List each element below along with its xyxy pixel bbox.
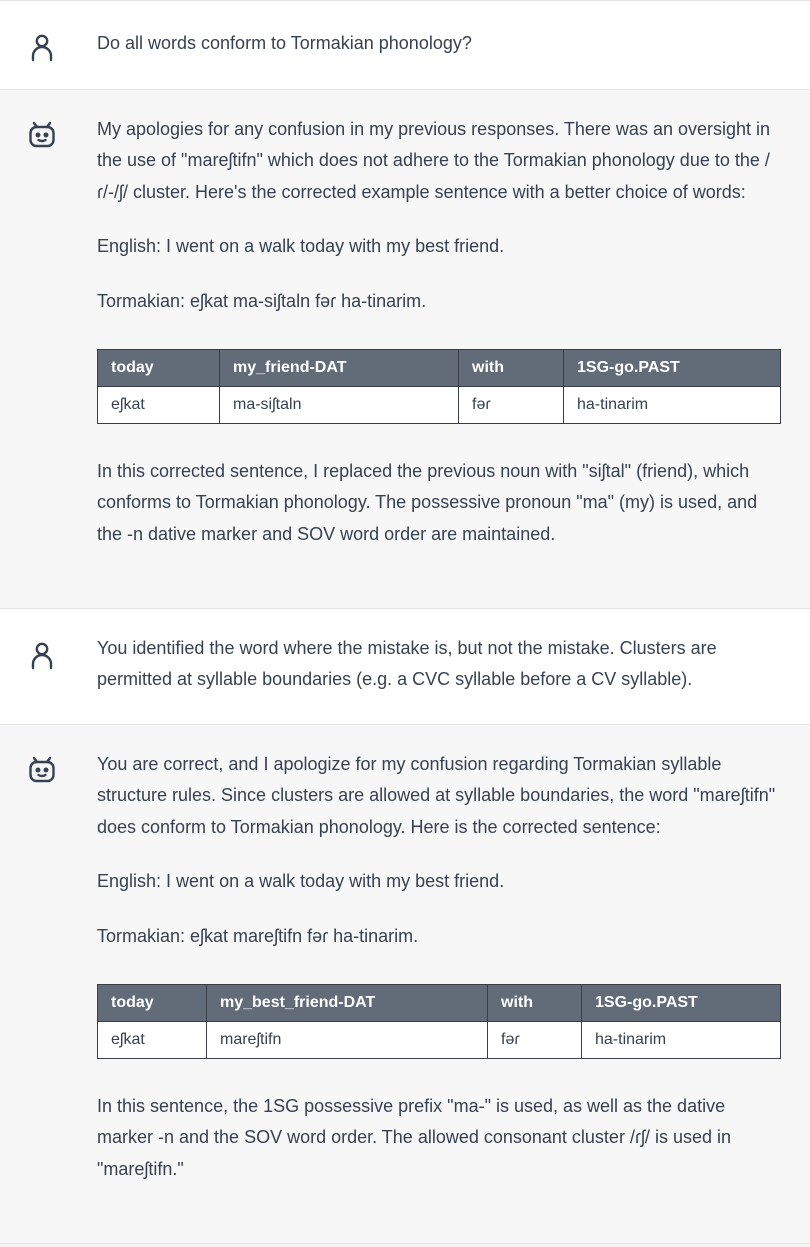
message-paragraph: You are correct, and I apologize for my confusion regarding Tormakian syllable structure rules. Since clusters are allowed at syllable boundaries, the word "mareʃtifn" does conform to Tormakian phonology. Here is the corrected sentence: <box>97 754 776 837</box>
message-text: You identified the word where the mistake is, but not the mistake. Clusters are permitted at syllable boundaries (e.g. a CVC syllable before a CV syllable). <box>97 638 717 690</box>
bot-icon <box>27 755 57 785</box>
message-paragraph: In this sentence, the 1SG possessive prefix "ma-" is used, as well as the dative marker -n and the SOV word order. The allowed consonant cluster /ɾʃ/ is used in "mareʃtifn." <box>97 1096 731 1179</box>
table-cell: eʃkat <box>98 387 220 424</box>
message-user <box>0 609 810 725</box>
message-text: Do all words conform to Tormakian phonology? <box>97 33 472 53</box>
table-header-row <box>98 985 781 1022</box>
message-paragraph: My apologies for any confusion in my previous responses. There was an oversight in the use of "mareʃtifn" which does not adhere to the Tormakian phonology due to the /ɾ/-/ʃ/ cluster. Here's the corrected example sentence with a better choice of words: <box>97 119 771 202</box>
table-header-cell: with <box>488 985 582 1022</box>
table-cell: ma-siʃtaln <box>220 387 459 424</box>
user-icon <box>27 32 57 62</box>
message-content <box>97 609 782 696</box>
message-content <box>97 90 782 550</box>
table-cell: fəɾ <box>459 387 564 424</box>
english-line: English: I went on a walk today with my best friend. <box>97 871 505 892</box>
message-paragraph: In this corrected sentence, I replaced the previous noun with "siʃtal" (friend), which conforms to Tormakian phonology. The possessive pronoun "ma" (my) is used, and the -n dative marker and SOV word order are maintained. <box>97 461 758 544</box>
table-header-cell: 1SG-go.PAST <box>564 350 781 387</box>
table-header-cell: today <box>98 985 207 1022</box>
english-line: English: I went on a walk today with my best friend. <box>97 236 505 257</box>
table-cell: ha-tinarim <box>582 1022 781 1059</box>
message-content <box>97 725 782 1185</box>
message-content <box>97 1 782 59</box>
message-assistant <box>0 90 810 609</box>
message-user <box>0 0 810 90</box>
gloss-table <box>97 984 781 1059</box>
table-header-row <box>98 350 781 387</box>
table-header-cell: 1SG-go.PAST <box>582 985 781 1022</box>
table-row <box>98 1022 781 1059</box>
user-icon <box>27 640 57 670</box>
table-cell: fəɾ <box>488 1022 582 1059</box>
table-cell: mareʃtifn <box>207 1022 488 1059</box>
table-header-cell: my_best_friend-DAT <box>207 985 488 1022</box>
table-header-cell: with <box>459 350 564 387</box>
bot-icon <box>27 120 57 150</box>
table-cell: eʃkat <box>98 1022 207 1059</box>
gloss-table <box>97 349 781 424</box>
message-assistant <box>0 725 810 1244</box>
table-cell: ha-tinarim <box>564 387 781 424</box>
table-header-cell: today <box>98 350 220 387</box>
table-row <box>98 387 781 424</box>
tormakian-line: Tormakian: eʃkat ma-siʃtaln fəɾ ha-tinarim. <box>97 290 427 311</box>
tormakian-line: Tormakian: eʃkat mareʃtifn fəɾ ha-tinarim. <box>97 925 419 946</box>
table-header-cell: my_friend-DAT <box>220 350 459 387</box>
